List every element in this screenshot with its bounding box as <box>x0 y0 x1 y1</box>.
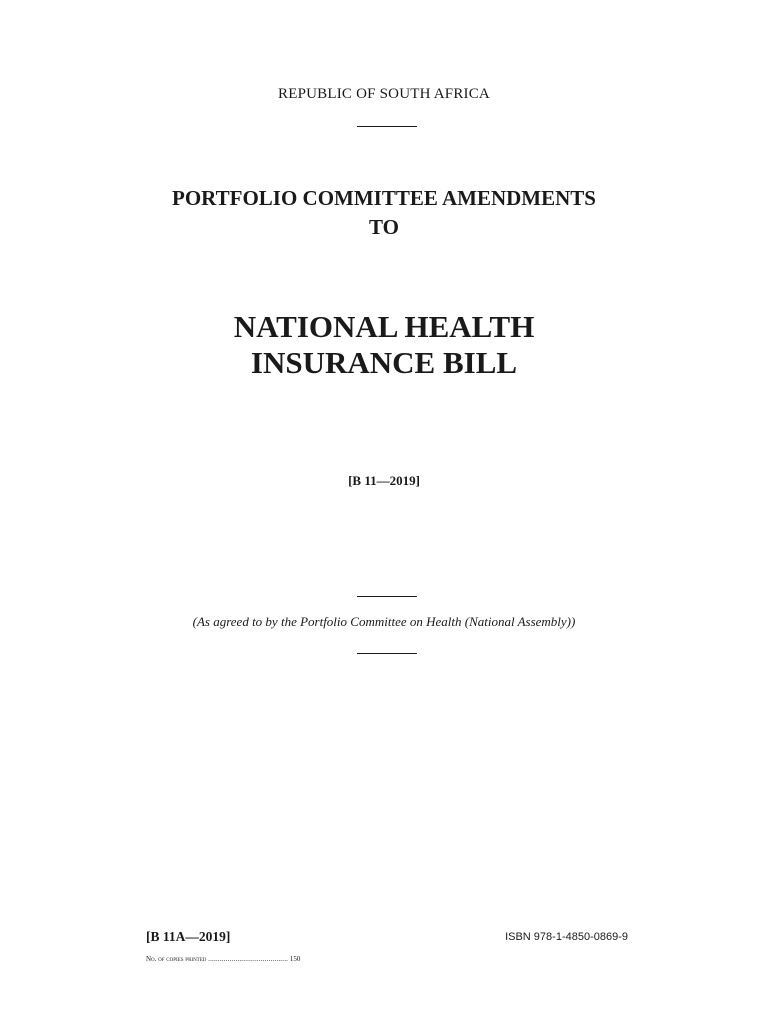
amended-bill-number: [B 11A—2019] <box>146 929 231 944</box>
divider-rule <box>357 596 417 597</box>
bill-title-line-2: INSURANCE BILL <box>250 345 518 380</box>
divider-rule <box>357 126 417 127</box>
committee-heading <box>0 184 768 242</box>
committee-heading-line-1: PORTFOLIO COMMITTEE AMENDMENTS <box>172 186 596 210</box>
bill-title-line-1: NATIONAL HEALTH <box>233 309 535 344</box>
copies-printed-count: 150 <box>289 955 301 963</box>
issuing-authority: REPUBLIC OF SOUTH AFRICA <box>278 86 490 102</box>
committee-heading-line-2: TO <box>369 215 399 239</box>
bill-number: [B 11—2019] <box>348 473 420 488</box>
bill-title <box>0 309 768 381</box>
copies-printed <box>146 955 300 963</box>
copies-printed-label: No. of copies printed <box>146 955 207 963</box>
divider-rule <box>357 653 417 654</box>
isbn: ISBN 978-1-4850-0869-9 <box>505 931 628 943</box>
copies-printed-leader: ......................................... <box>208 955 289 963</box>
agreement-note: (As agreed to by the Portfolio Committee on Health (National Assembly)) <box>192 614 576 629</box>
